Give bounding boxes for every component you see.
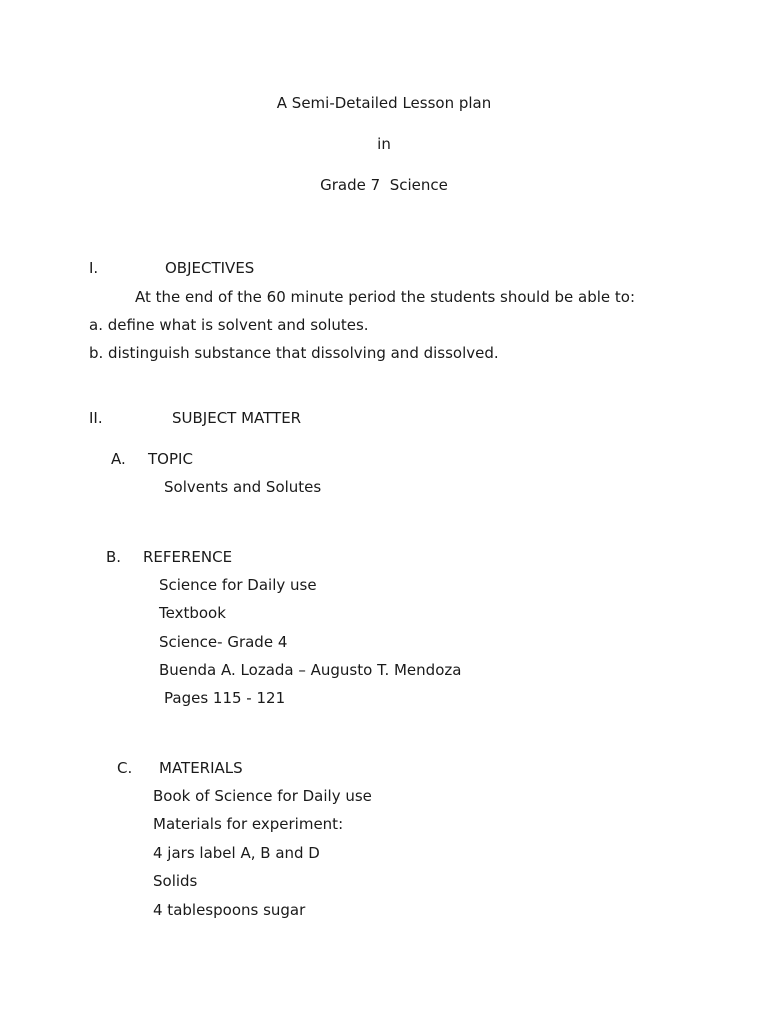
document-title: A Semi-Detailed Lesson plan bbox=[276, 94, 492, 112]
title-connector: in bbox=[377, 135, 391, 153]
section-2-numeral: II. bbox=[89, 409, 103, 427]
objective-item: a. define what is solvent and solutes. bbox=[89, 316, 369, 334]
reference-line: Science- Grade 4 bbox=[159, 633, 288, 651]
materials-line: Book of Science for Daily use bbox=[153, 787, 372, 805]
materials-line: 4 tablespoons sugar bbox=[153, 901, 306, 919]
reference-line: Buenda A. Lozada – Augusto T. Mendoza bbox=[159, 661, 462, 679]
reference-heading: REFERENCE bbox=[143, 548, 233, 566]
reference-line: Science for Daily use bbox=[159, 576, 317, 594]
topic-letter: A. bbox=[111, 450, 126, 468]
objective-item: b. distinguish substance that dissolving and dissolved. bbox=[89, 344, 499, 362]
objectives-intro: At the end of the 60 minute period the students should be able to: bbox=[135, 288, 636, 306]
topic-line: Solvents and Solutes bbox=[164, 478, 322, 496]
materials-line: Materials for experiment: bbox=[153, 815, 344, 833]
section-1-numeral: I. bbox=[89, 259, 99, 277]
reference-line: Pages 115 - 121 bbox=[164, 689, 286, 707]
reference-line: Textbook bbox=[159, 604, 226, 622]
reference-letter: B. bbox=[106, 548, 122, 566]
section-1-heading: OBJECTIVES bbox=[165, 259, 255, 277]
topic-heading: TOPIC bbox=[148, 450, 193, 468]
document-subject: Grade 7 Science bbox=[320, 176, 448, 194]
materials-line: Solids bbox=[153, 872, 198, 890]
section-2-heading: SUBJECT MATTER bbox=[172, 409, 302, 427]
materials-letter: C. bbox=[117, 759, 133, 777]
materials-heading: MATERIALS bbox=[159, 759, 243, 777]
materials-line: 4 jars label A, B and D bbox=[153, 844, 320, 862]
